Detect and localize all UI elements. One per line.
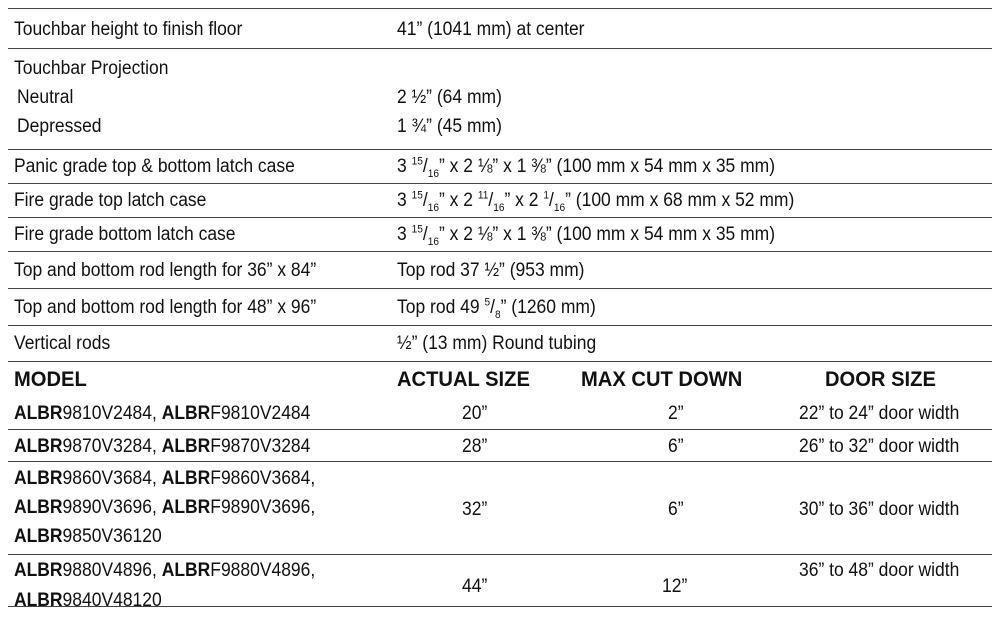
model-code: 9810V2484, (62, 403, 162, 424)
model-prefix: ALBR (161, 560, 211, 581)
spec-label: Top and bottom rod length for 48” x 96” (14, 297, 317, 318)
model-prefix: ALBR (14, 403, 63, 424)
fraction-numerator: 11 (477, 189, 489, 202)
header-actual-size: ACTUAL SIZE (397, 368, 530, 391)
model-row-3 (8, 461, 992, 554)
fraction-denominator: 16 (427, 235, 439, 248)
spec-row-panic-latch (8, 149, 992, 183)
spec-value: Top rod 37 ½” (953 mm) (397, 260, 585, 281)
spec-value: 41” (1041 mm) at center (397, 19, 585, 40)
model-prefix: ALBR (14, 560, 63, 581)
spec-value: 3 $^{15}/_{16}$” x 2 ⅛” x 1 ⅜” (100 mm x 54 mm x 35 mm) (397, 223, 776, 248)
door-size: 36” to 48” door width (799, 560, 960, 581)
max-cut-down: 12” (662, 576, 688, 597)
model-list (14, 402, 310, 426)
model-prefix: ALBR (161, 403, 211, 424)
value-part: 3 (397, 190, 412, 211)
model-row-1 (8, 399, 992, 429)
model-code: 9880V4896, (62, 560, 162, 581)
model-row-2 (8, 429, 992, 461)
actual-size: 44” (462, 576, 488, 597)
fraction-denominator: 16 (493, 201, 505, 214)
fraction-denominator: 8 (494, 308, 501, 321)
model-prefix: ALBR (14, 497, 63, 518)
model-list (14, 435, 310, 459)
model-code: 9870V3284, (62, 436, 162, 457)
value-part: 3 (397, 156, 412, 177)
spec-label: Panic grade top & bottom latch case (14, 156, 295, 177)
door-size: 26” to 32” door width (799, 436, 960, 457)
fraction-denominator: 16 (427, 201, 439, 214)
spec-label: Touchbar Projection (14, 58, 169, 79)
model-list-line-3 (14, 525, 162, 549)
spec-value-neutral: 2 ½” (64 mm) (397, 87, 502, 108)
model-prefix: ALBR (14, 590, 63, 611)
value-part: 3 (397, 224, 412, 245)
fraction-numerator: 5 (484, 296, 491, 309)
spec-row-rod-48 (8, 288, 992, 325)
spec-value: Top rod 49 $^5/_8$” (1260 mm) (397, 296, 596, 321)
value-part: ” x 2 (438, 190, 478, 211)
models-header-row (8, 361, 992, 399)
fraction-denominator: 16 (553, 201, 566, 214)
actual-size: 20” (462, 403, 488, 424)
spec-row-touchbar-height (8, 8, 992, 48)
spec-sublabel-depressed: Depressed (17, 116, 102, 137)
header-max-cut-down: MAX CUT DOWN (581, 368, 743, 391)
spec-label: Top and bottom rod length for 36” x 84” (14, 260, 317, 281)
model-code: F9810V2484 (210, 403, 311, 424)
spec-label: Fire grade bottom latch case (14, 224, 236, 245)
max-cut-down: 2” (668, 403, 684, 424)
model-prefix: ALBR (161, 468, 211, 489)
model-prefix: ALBR (14, 468, 63, 489)
spec-row-fire-top-latch (8, 183, 992, 217)
value-part: ” x 2 ⅛” x 1 ⅜” (100 mm x 54 mm x 35 mm) (438, 156, 776, 177)
actual-size: 28” (462, 436, 488, 457)
table-bottom-border (8, 606, 992, 607)
model-prefix: ALBR (14, 436, 63, 457)
model-list-line-2 (14, 496, 315, 520)
fraction-numerator: 15 (411, 223, 423, 236)
model-row-4 (8, 554, 992, 611)
model-code: F9860V3684, (210, 468, 316, 489)
value-part: ” x 2 (504, 190, 544, 211)
model-code: 9890V3696, (62, 497, 162, 518)
max-cut-down: 6” (668, 436, 684, 457)
model-code: F9890V3696, (210, 497, 316, 518)
spec-label: Vertical rods (14, 333, 111, 354)
door-size: 22” to 24” door width (799, 403, 960, 424)
fraction-denominator: 16 (427, 167, 439, 180)
spec-row-fire-bottom-latch (8, 217, 992, 251)
model-list-line-2 (14, 589, 162, 613)
header-model: MODEL (14, 368, 87, 391)
spec-value-depressed: 1 ¾” (45 mm) (397, 116, 502, 137)
spec-value: 3 $^{15}/_{16}$” x 2 $^{11}/_{16}$” x 2 $^1/_{16}$” (100 mm x 68 mm x 52 mm) (397, 189, 795, 214)
spec-value: 3 $^{15}/_{16}$” x 2 ⅛” x 1 ⅜” (100 mm x 54 mm x 35 mm) (397, 155, 776, 180)
fraction-numerator: 1 (543, 189, 549, 202)
model-code: F9870V3284 (210, 436, 311, 457)
model-prefix: ALBR (14, 526, 63, 547)
model-list-line-1 (14, 467, 315, 491)
model-code: 9860V3684, (62, 468, 162, 489)
model-prefix: ALBR (161, 436, 211, 457)
fraction-numerator: 15 (411, 189, 423, 202)
header-door-size: DOOR SIZE (825, 368, 936, 391)
model-prefix: ALBR (161, 497, 211, 518)
spec-row-rod-36 (8, 251, 992, 288)
actual-size: 32” (462, 499, 488, 520)
value-part: ” x 2 ⅛” x 1 ⅜” (100 mm x 54 mm x 35 mm) (438, 224, 776, 245)
spec-sublabel-neutral: Neutral (17, 87, 74, 108)
model-code: F9880V4896, (210, 560, 316, 581)
max-cut-down: 6” (668, 499, 684, 520)
value-part: ” (1260 mm) (500, 297, 596, 318)
door-size: 30” to 36” door width (799, 499, 960, 520)
spec-row-touchbar-projection (8, 48, 992, 149)
model-code: 9840V48120 (62, 590, 162, 611)
value-part: ” (100 mm x 68 mm x 52 mm) (565, 190, 795, 211)
model-code: 9850V36120 (62, 526, 162, 547)
spec-value: ½” (13 mm) Round tubing (397, 333, 597, 354)
spec-row-vertical-rods (8, 325, 992, 361)
model-list-line-1 (14, 559, 315, 583)
value-part: Top rod 49 (397, 297, 485, 318)
fraction-numerator: 15 (411, 155, 423, 168)
spec-label: Fire grade top latch case (14, 190, 207, 211)
spec-label: Touchbar height to finish floor (14, 19, 243, 40)
